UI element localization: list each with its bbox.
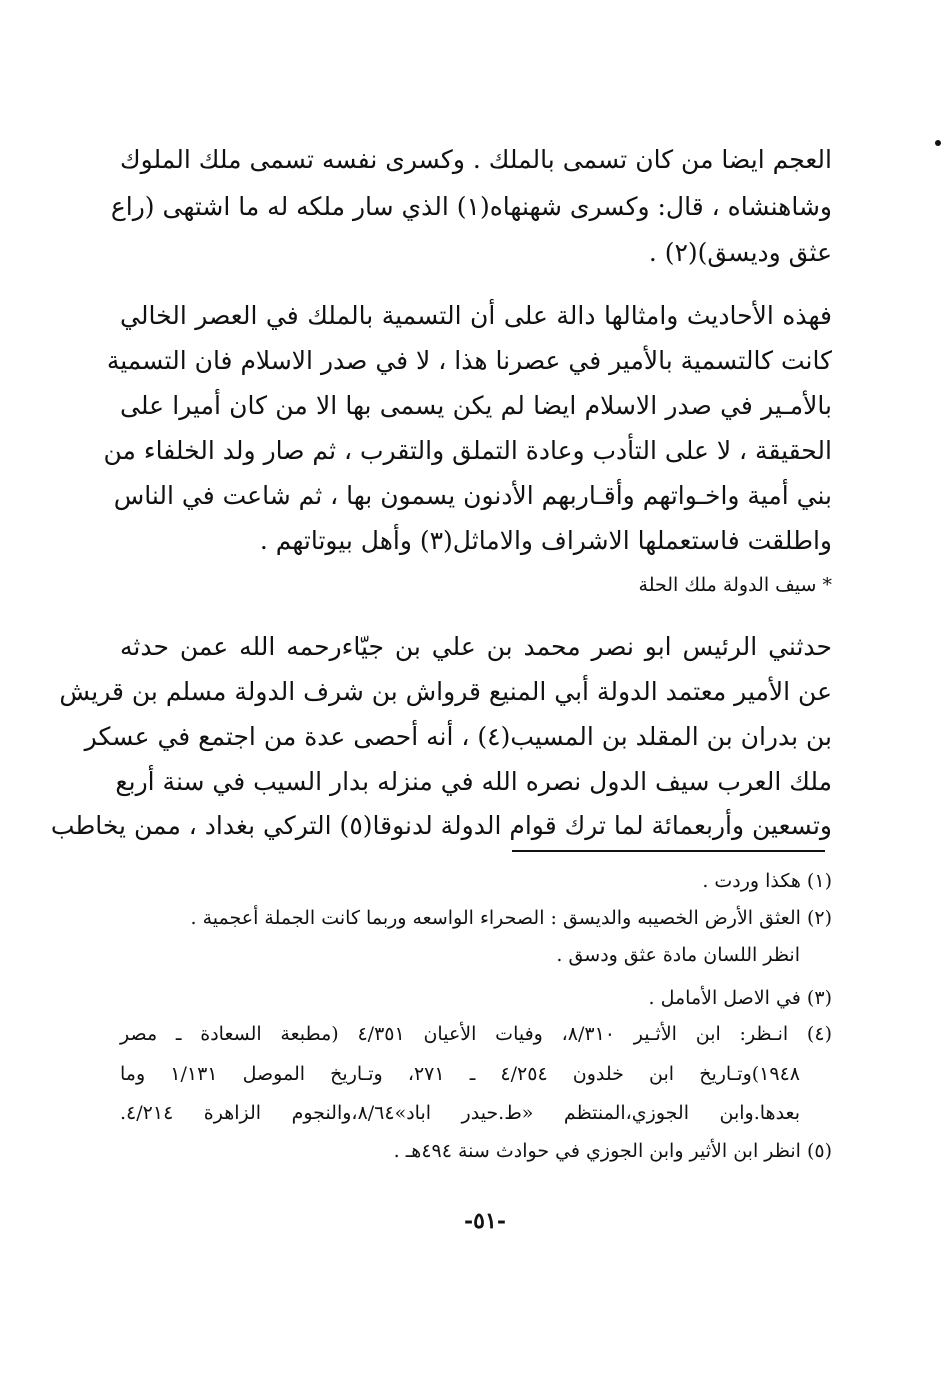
footnote-4-continuation-1: ١٩٤٨)وتـاريخ ابن خلدون ٤/٢٥٤ ـ ٢٧١، وتـاريخ الموصل ١/١٣١ وما: [120, 1063, 800, 1085]
section-heading: * سيف الدولة ملك الحلة: [638, 574, 832, 596]
paragraph-1-line-3: عثق وديسق)(٢) .: [648, 238, 832, 267]
paragraph-1-line-1: العجم ايضا من كان تسمى بالملك . وكسرى نفسه تسمى ملك الملوك: [120, 145, 832, 174]
footnote-2: (٢) العثق الأرض الخصيبه والديسق : الصحراء الواسعه وربما كانت الجملة أعجمية .: [190, 907, 832, 929]
paragraph-2-line-4: الحقيقة ، لا على التأدب وعادة التملق والتقرب ، ثم صار ولد الخلفاء من: [103, 436, 832, 465]
paragraph-2-line-5: بني أمية واخـواتهم وأقـاربهم الأدنون يسمون بها ، ثم شاعت في الناس: [113, 481, 832, 510]
footnote-3: (٣) في الاصل الأمامل .: [648, 987, 832, 1009]
footnote-4-continuation-2: بعدها.وابن الجوزي،المنتظم «ط.حيدر اباد»٨/٦٤،والنجوم الزاهرة ٤/٢١٤.: [120, 1102, 800, 1124]
paragraph-1-line-2: وشاهنشاه ، قال: وكسرى شهنهاه(١) الذي سار ملكه له ما اشتهى (راع: [110, 192, 832, 221]
paragraph-3-line-1: حدثني الرئيس ابو نصر محمد بن علي بن جيّاءرحمه الله عمن حدثه: [120, 632, 832, 661]
footnote-5: (٥) انظر ابن الأثير وابن الجوزي في حوادث سنة ٤٩٤هـ .: [393, 1140, 832, 1162]
margin-dot: [935, 140, 941, 146]
paragraph-2-line-2: كانت كالتسمية بالأمير في عصرنا هذا ، لا في صدر الاسلام فان التسمية: [106, 346, 832, 375]
footnote-1: (١) هكذا وردت .: [702, 870, 832, 892]
footnote-separator: [512, 850, 825, 852]
paragraph-3-line-4: ملك العرب سيف الدول نصره الله في منزله بدار السيب في سنة أربع: [115, 767, 832, 796]
paragraph-2-line-1: فهذه الأحاديث وامثالها دالة على أن التسمية بالملك في العصر الخالي: [120, 301, 832, 330]
page-number: -٥١-: [464, 1208, 506, 1234]
footnote-4: (٤) انـظر: ابن الأثـير ٨/٣١٠، وفيات الأعيان ٤/٣٥١ (مطبعة السعادة ـ مصر: [120, 1023, 832, 1045]
paragraph-2-line-6: واطلقت فاستعملها الاشراف والاماثل(٣) وأهل بيوتاتهم .: [259, 526, 832, 555]
paragraph-3-line-3: بن بدران بن المقلد بن المسيب(٤) ، أنه أحصى عدة من اجتمع في عسكر: [84, 722, 832, 751]
paragraph-3-line-2: عن الأمير معتمد الدولة أبي المنيع قرواش بن شرف الدولة مسلم بن قريش: [59, 677, 832, 706]
paragraph-3-line-5: وتسعين وأربعمائة لما ترك قوام الدولة لدنوقا(٥) التركي بغداد ، ممن يخاطب: [50, 811, 832, 840]
footnote-2-continuation: انظر اللسان مادة عثق ودسق .: [556, 944, 800, 966]
paragraph-2-line-3: بالأمـير في صدر الاسلام ايضا لم يكن يسمى بها الا من كان أميرا على: [120, 391, 832, 420]
